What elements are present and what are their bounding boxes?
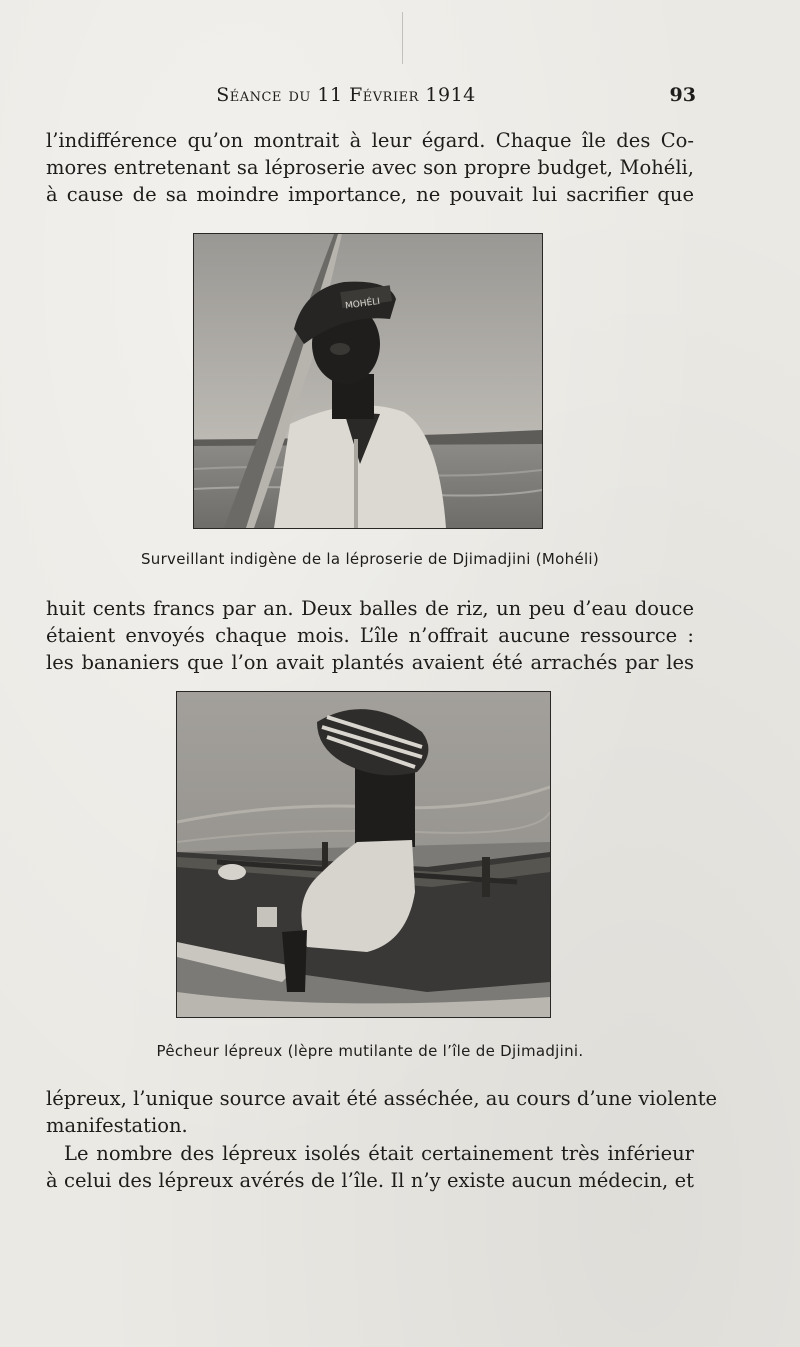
paragraph-2: [46, 595, 694, 676]
text-line: l’indifférence qu’on montrait à leur égard. Chaque île des Co-: [46, 129, 694, 152]
text-line: les bananiers que l’on avait plantés avaient été arrachés par les: [46, 651, 694, 674]
photo-fisherman-image: [177, 692, 550, 1017]
text-line: à cause de sa moindre importance, ne pouvait lui sacrifier que: [46, 183, 694, 206]
page-crease: [402, 12, 403, 64]
page-number: 93: [669, 84, 696, 106]
cap-band-text: MOHÉLI: [344, 296, 381, 312]
text-line: Le nombre des lépreux isolés était certainement très inférieur: [64, 1142, 694, 1165]
text-line: huit cents francs par an. Deux balles de riz, un peu d’eau douce: [46, 597, 694, 620]
paragraph-1: [46, 127, 694, 208]
text-line: lépreux, l’unique source avait été asséchée, au cours d’une violente: [46, 1087, 718, 1110]
photo-fisherman: [176, 691, 551, 1018]
text-line: mores entretenant sa léproserie avec son propre budget, Mohéli,: [46, 156, 694, 179]
photo-warden-image: [194, 234, 542, 528]
header-title: Séance du 11 Février 1914: [216, 84, 476, 106]
running-header: [46, 84, 696, 112]
text-line: étaient envoyés chaque mois. L’île n’offrait aucune ressource :: [46, 624, 694, 647]
figure-1-caption: Surveillant indigène de la léproserie de Djimadjini (Mohéli): [140, 550, 600, 568]
paragraph-3: [46, 1085, 718, 1139]
text-line: manifestation.: [46, 1114, 188, 1137]
photo-warden: [193, 233, 543, 529]
paragraph-4: [46, 1140, 694, 1194]
text-line: à celui des lépreux avérés de l’île. Il n’y existe aucun médecin, et: [46, 1169, 694, 1192]
figure-2-caption: Pêcheur lépreux (lèpre mutilante de l’île de Djimadjini.: [156, 1042, 584, 1060]
